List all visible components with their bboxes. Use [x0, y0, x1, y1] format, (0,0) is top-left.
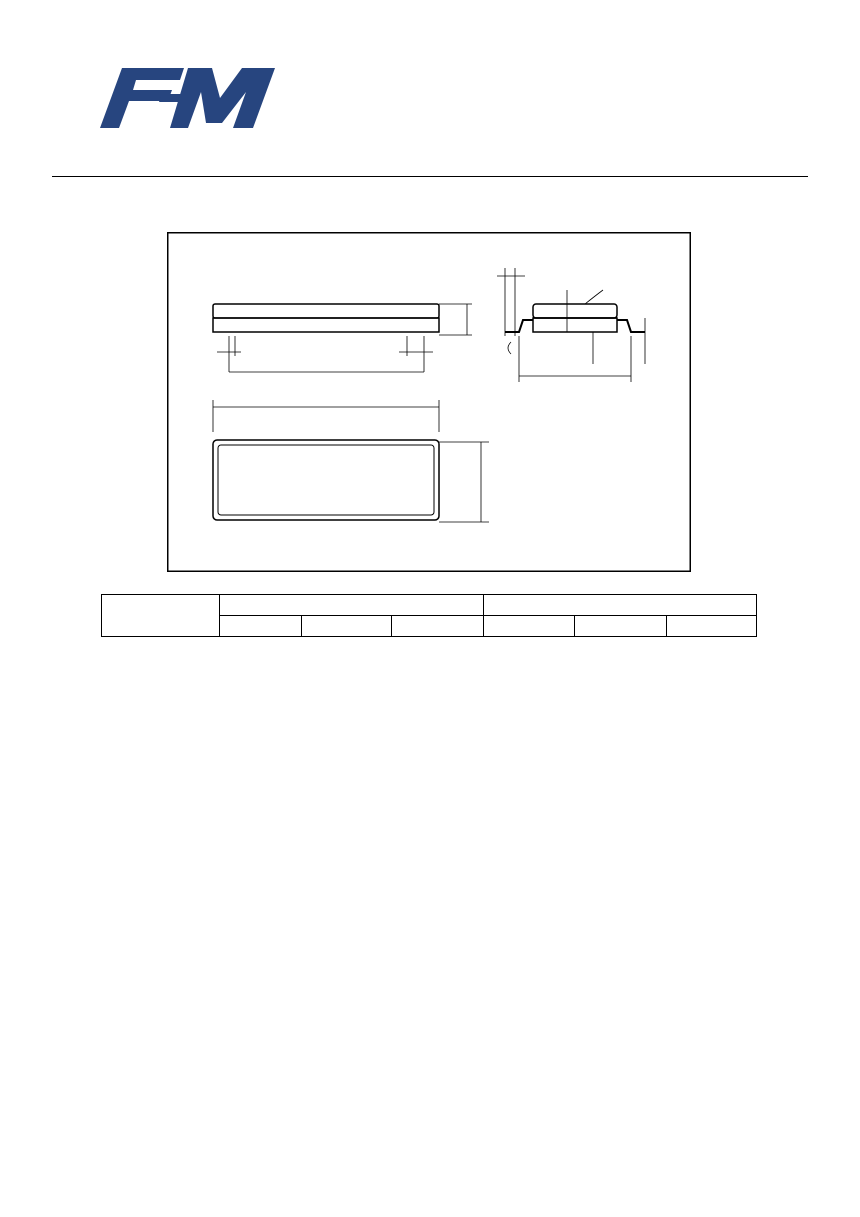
sub-header [484, 616, 575, 637]
sub-header [575, 616, 667, 637]
dimension-table [101, 594, 757, 637]
mm-header [220, 595, 484, 616]
sub-header [302, 616, 392, 637]
fm-logo [100, 68, 275, 128]
sub-header [392, 616, 484, 637]
sub-header [667, 616, 757, 637]
table-header-row [102, 595, 757, 616]
header-divider [52, 176, 808, 177]
sub-header [220, 616, 302, 637]
inch-header [484, 595, 757, 616]
dim-header [102, 595, 220, 637]
package-outline-drawing [167, 232, 691, 572]
